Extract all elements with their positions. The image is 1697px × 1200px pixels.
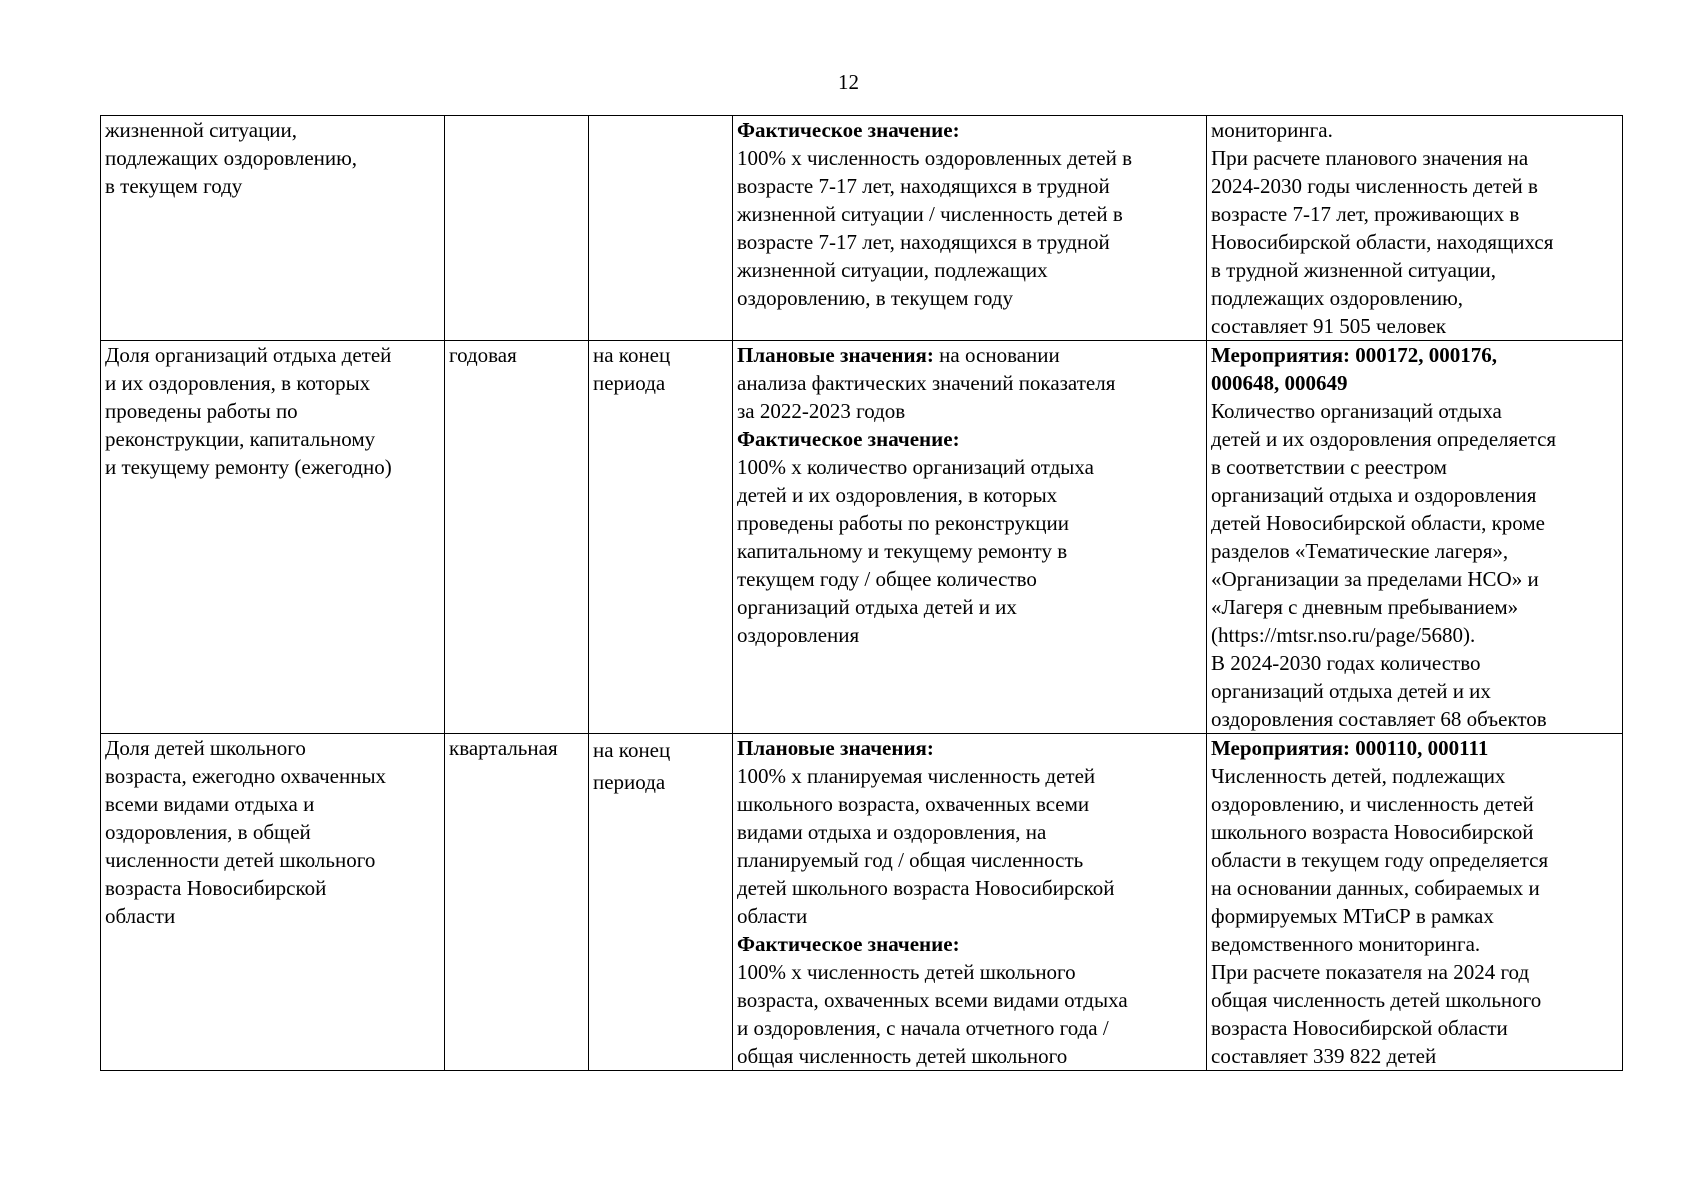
method-heading [737, 425, 1202, 453]
method-text: Фактическое значение: [737, 118, 960, 142]
method-heading [737, 116, 1202, 144]
source-line: оздоровлению, и численность детей [1211, 792, 1534, 816]
type-line: периода [593, 371, 666, 395]
indicator-line: и текущему ремонту (ежегодно) [105, 455, 392, 479]
indicator-line: всеми видами отдыха и [105, 792, 315, 816]
page-number: 12 [838, 70, 859, 94]
indicator-line: численности детей школьного [105, 848, 376, 872]
method-line [737, 986, 1202, 1014]
method-text: возрасте 7-17 лет, находящихся в трудной [737, 174, 1110, 198]
source-line: в соответствии с реестром [1211, 455, 1447, 479]
method-line [737, 846, 1202, 874]
type-cell [589, 734, 733, 1071]
source-line: детей и их оздоровления определяется [1211, 427, 1557, 451]
table-row [101, 341, 1623, 734]
indicator-line: Доля детей школьного [105, 736, 306, 760]
method-line [737, 200, 1202, 228]
source-line: При расчете планового значения на [1211, 146, 1529, 170]
source-line: При расчете показателя на 2024 год [1211, 960, 1530, 984]
periodicity-value: годовая [449, 343, 517, 367]
table-row [101, 734, 1623, 1071]
indicator-cell [101, 116, 445, 341]
method-text-tail: на основании [933, 343, 1060, 367]
method-line [737, 537, 1202, 565]
table-row [101, 116, 1623, 341]
method-cell [733, 341, 1207, 734]
method-line [737, 565, 1202, 593]
method-text: за 2022-2023 годов [737, 399, 906, 423]
method-text: организаций отдыха детей и их [737, 595, 1017, 619]
method-text: 100% х количество организаций отдыха [737, 455, 1094, 479]
method-text: оздоровления [737, 623, 860, 647]
source-line: подлежащих оздоровлению, [1211, 286, 1464, 310]
source-line: организаций отдыха и оздоровления [1211, 483, 1537, 507]
method-line [737, 621, 1202, 649]
method-text: 100% х планируемая численность детей [737, 764, 1096, 788]
indicator-line: возраста Новосибирской [105, 876, 327, 900]
method-text: текущем году / общее количество [737, 567, 1037, 591]
method-line [737, 762, 1202, 790]
method-line [737, 1014, 1202, 1042]
method-text: капитальному и текущему ремонту в [737, 539, 1068, 563]
source-heading: Мероприятия: 000172, 000176, [1211, 343, 1498, 367]
indicators-table [100, 115, 1623, 1071]
source-line: общая численность детей школьного [1211, 988, 1542, 1012]
method-line [737, 818, 1202, 846]
method-line [737, 144, 1202, 172]
source-line: формируемых МТиСР в рамках [1211, 904, 1494, 928]
method-text: планируемый год / общая численность [737, 848, 1084, 872]
source-line: мониторинга. [1211, 118, 1333, 142]
method-line [737, 397, 1202, 425]
method-text: проведены работы по реконструкции [737, 511, 1070, 535]
method-line [737, 958, 1202, 986]
method-text: анализа фактических значений показателя [737, 371, 1116, 395]
method-line [737, 790, 1202, 818]
source-line: возрасте 7-17 лет, проживающих в [1211, 202, 1520, 226]
indicator-line: реконструкции, капитальному [105, 427, 376, 451]
indicator-line: в текущем году [105, 174, 243, 198]
method-line [737, 481, 1202, 509]
type-line: на конец [593, 343, 671, 367]
method-text: 100% х численность детей школьного [737, 960, 1076, 984]
indicator-cell [101, 734, 445, 1071]
method-line [737, 593, 1202, 621]
source-heading: 000648, 000649 [1211, 371, 1348, 395]
source-line: разделов «Тематические лагеря», [1211, 539, 1509, 563]
method-line [737, 453, 1202, 481]
method-line [737, 228, 1202, 256]
method-line [737, 902, 1202, 930]
method-text: жизненной ситуации, подлежащих [737, 258, 1048, 282]
source-line: В 2024-2030 годах количество [1211, 651, 1481, 675]
periodicity-cell [445, 734, 589, 1071]
source-line: «Организации за пределами НСО» и [1211, 567, 1539, 591]
method-line [737, 284, 1202, 312]
method-line [737, 256, 1202, 284]
periodicity-cell [445, 341, 589, 734]
indicator-line: возраста, ежегодно охваченных [105, 764, 387, 788]
indicator-line: области [105, 904, 176, 928]
method-text: детей и их оздоровления, в которых [737, 483, 1058, 507]
type-cell [589, 116, 733, 341]
source-line: детей Новосибирской области, кроме [1211, 511, 1545, 535]
method-text: школьного возраста, охваченных всеми [737, 792, 1090, 816]
method-cell [733, 734, 1207, 1071]
source-cell [1207, 734, 1623, 1071]
method-text: общая численность детей школьного [737, 1044, 1068, 1068]
method-text: возраста, охваченных всеми видами отдыха [737, 988, 1128, 1012]
type-line: на конец [593, 738, 671, 762]
source-line: организаций отдыха детей и их [1211, 679, 1491, 703]
source-line: Новосибирской области, находящихся [1211, 230, 1554, 254]
indicator-line: и их оздоровления, в которых [105, 371, 371, 395]
source-line: области в текущем году определяется [1211, 848, 1549, 872]
source-line: Численность детей, подлежащих [1211, 764, 1506, 788]
indicator-line: проведены работы по [105, 399, 298, 423]
source-cell [1207, 116, 1623, 341]
method-line [737, 509, 1202, 537]
source-line: составляет 339 822 детей [1211, 1044, 1437, 1068]
method-text: Фактическое значение: [737, 932, 960, 956]
method-heading [737, 734, 1202, 762]
source-line: возраста Новосибирской области [1211, 1016, 1508, 1040]
periodicity-value: квартальная [449, 736, 558, 760]
method-text: и оздоровления, с начала отчетного года / [737, 1016, 1109, 1040]
method-text: жизненной ситуации / численность детей в [737, 202, 1123, 226]
method-text: Плановые значения: [737, 736, 934, 760]
method-line [737, 172, 1202, 200]
method-text: оздоровлению, в текущем году [737, 286, 1013, 310]
indicator-line: оздоровления, в общей [105, 820, 311, 844]
method-heading [737, 930, 1202, 958]
indicator-cell [101, 341, 445, 734]
indicator-line: Доля организаций отдыха детей [105, 343, 392, 367]
source-line: «Лагеря с дневным пребыванием» [1211, 595, 1519, 619]
type-line: периода [593, 770, 666, 794]
method-line [737, 874, 1202, 902]
source-line: ведомственного мониторинга. [1211, 932, 1481, 956]
source-line: Количество организаций отдыха [1211, 399, 1502, 423]
method-text: Фактическое значение: [737, 427, 960, 451]
method-cell [733, 116, 1207, 341]
source-line: школьного возраста Новосибирской [1211, 820, 1534, 844]
source-line: оздоровления составляет 68 объектов [1211, 707, 1547, 731]
type-cell [589, 341, 733, 734]
indicator-line: жизненной ситуации, [105, 118, 298, 142]
method-text: области [737, 904, 808, 928]
source-line: составляет 91 505 человек [1211, 314, 1447, 338]
periodicity-cell [445, 116, 589, 341]
source-heading: Мероприятия: 000110, 000111 [1211, 736, 1489, 760]
source-line: на основании данных, собираемых и [1211, 876, 1540, 900]
method-line [737, 369, 1202, 397]
source-line: (https://mtsr.nso.ru/page/5680). [1211, 623, 1476, 647]
method-text: возрасте 7-17 лет, находящихся в трудной [737, 230, 1110, 254]
method-text: Плановые значения: [737, 343, 934, 367]
method-text: видами отдыха и оздоровления, на [737, 820, 1047, 844]
source-cell [1207, 341, 1623, 734]
table-body [101, 116, 1623, 1071]
indicator-line: подлежащих оздоровлению, [105, 146, 358, 170]
method-line [737, 1042, 1202, 1070]
method-text: 100% х численность оздоровленных детей в [737, 146, 1133, 170]
method-heading [737, 341, 1202, 369]
source-line: 2024-2030 годы численность детей в [1211, 174, 1538, 198]
source-line: в трудной жизненной ситуации, [1211, 258, 1496, 282]
method-text: детей школьного возраста Новосибирской [737, 876, 1115, 900]
